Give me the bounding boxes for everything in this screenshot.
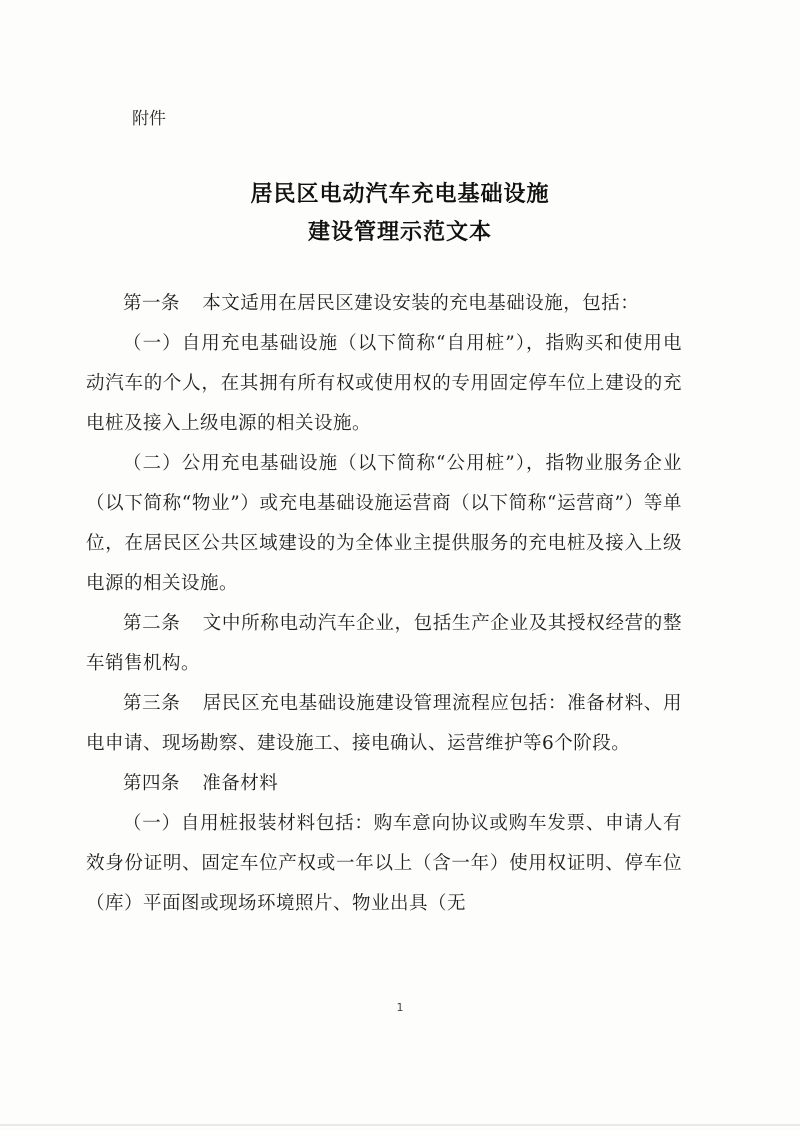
- article-3-paragraph: [86, 684, 682, 764]
- page-number: 1: [396, 1001, 404, 1014]
- article-text: 本文适用在居民区建设安装的充电基础设施，包括：: [202, 293, 640, 314]
- article-4-item-1: [86, 804, 682, 924]
- article-text: （一）自用充电基础设施（以下简称“自用桩”），指购买和使用电动汽车的个人，在其拥有所有权或使用权的专用固定停车位上建设的充电桩及接入上级电源的相关设施。: [86, 333, 682, 434]
- attachment-label: 附件: [132, 109, 166, 129]
- article-text: 文中所称电动汽车企业，包括生产企业及其授权经营的整车销售机构。: [86, 613, 682, 674]
- article-1-item-2: [86, 444, 682, 604]
- article-1-item-1: [86, 324, 682, 444]
- article-number: 第一条: [123, 293, 181, 314]
- document-body: [86, 284, 682, 924]
- article-4-paragraph: [86, 764, 682, 804]
- article-text: 居民区充电基础设施建设管理流程应包括：准备材料、用电申请、现场勘察、建设施工、接电确认、运营维护等6个阶段。: [86, 693, 682, 754]
- article-number: 第四条: [123, 773, 181, 794]
- document-title-line-2: 建设管理示范文本: [307, 219, 492, 245]
- article-text: （二）公用充电基础设施（以下简称“公用桩”），指物业服务企业（以下简称“物业”）或充电基础设施运营商（以下简称“运营商”）等单位，在居民区公共区域建设的为全体业主提供服务的充电桩及接入上级电源的相关设施。: [86, 453, 682, 594]
- document-title-line-1: 居民区电动汽车充电基础设施: [250, 181, 550, 207]
- article-text: 准备材料: [202, 773, 279, 794]
- article-number: 第二条: [123, 613, 181, 634]
- article-2-paragraph: [86, 604, 682, 684]
- article-1-paragraph: [86, 284, 682, 324]
- scan-edge-divider: [0, 1124, 800, 1126]
- article-text: （一）自用桩报装材料包括：购车意向协议或购车发票、申请人有效身份证明、固定车位产权或一年以上（含一年）使用权证明、停车位（库）平面图或现场环境照片、物业出具（无: [86, 813, 682, 914]
- article-number: 第三条: [123, 693, 181, 714]
